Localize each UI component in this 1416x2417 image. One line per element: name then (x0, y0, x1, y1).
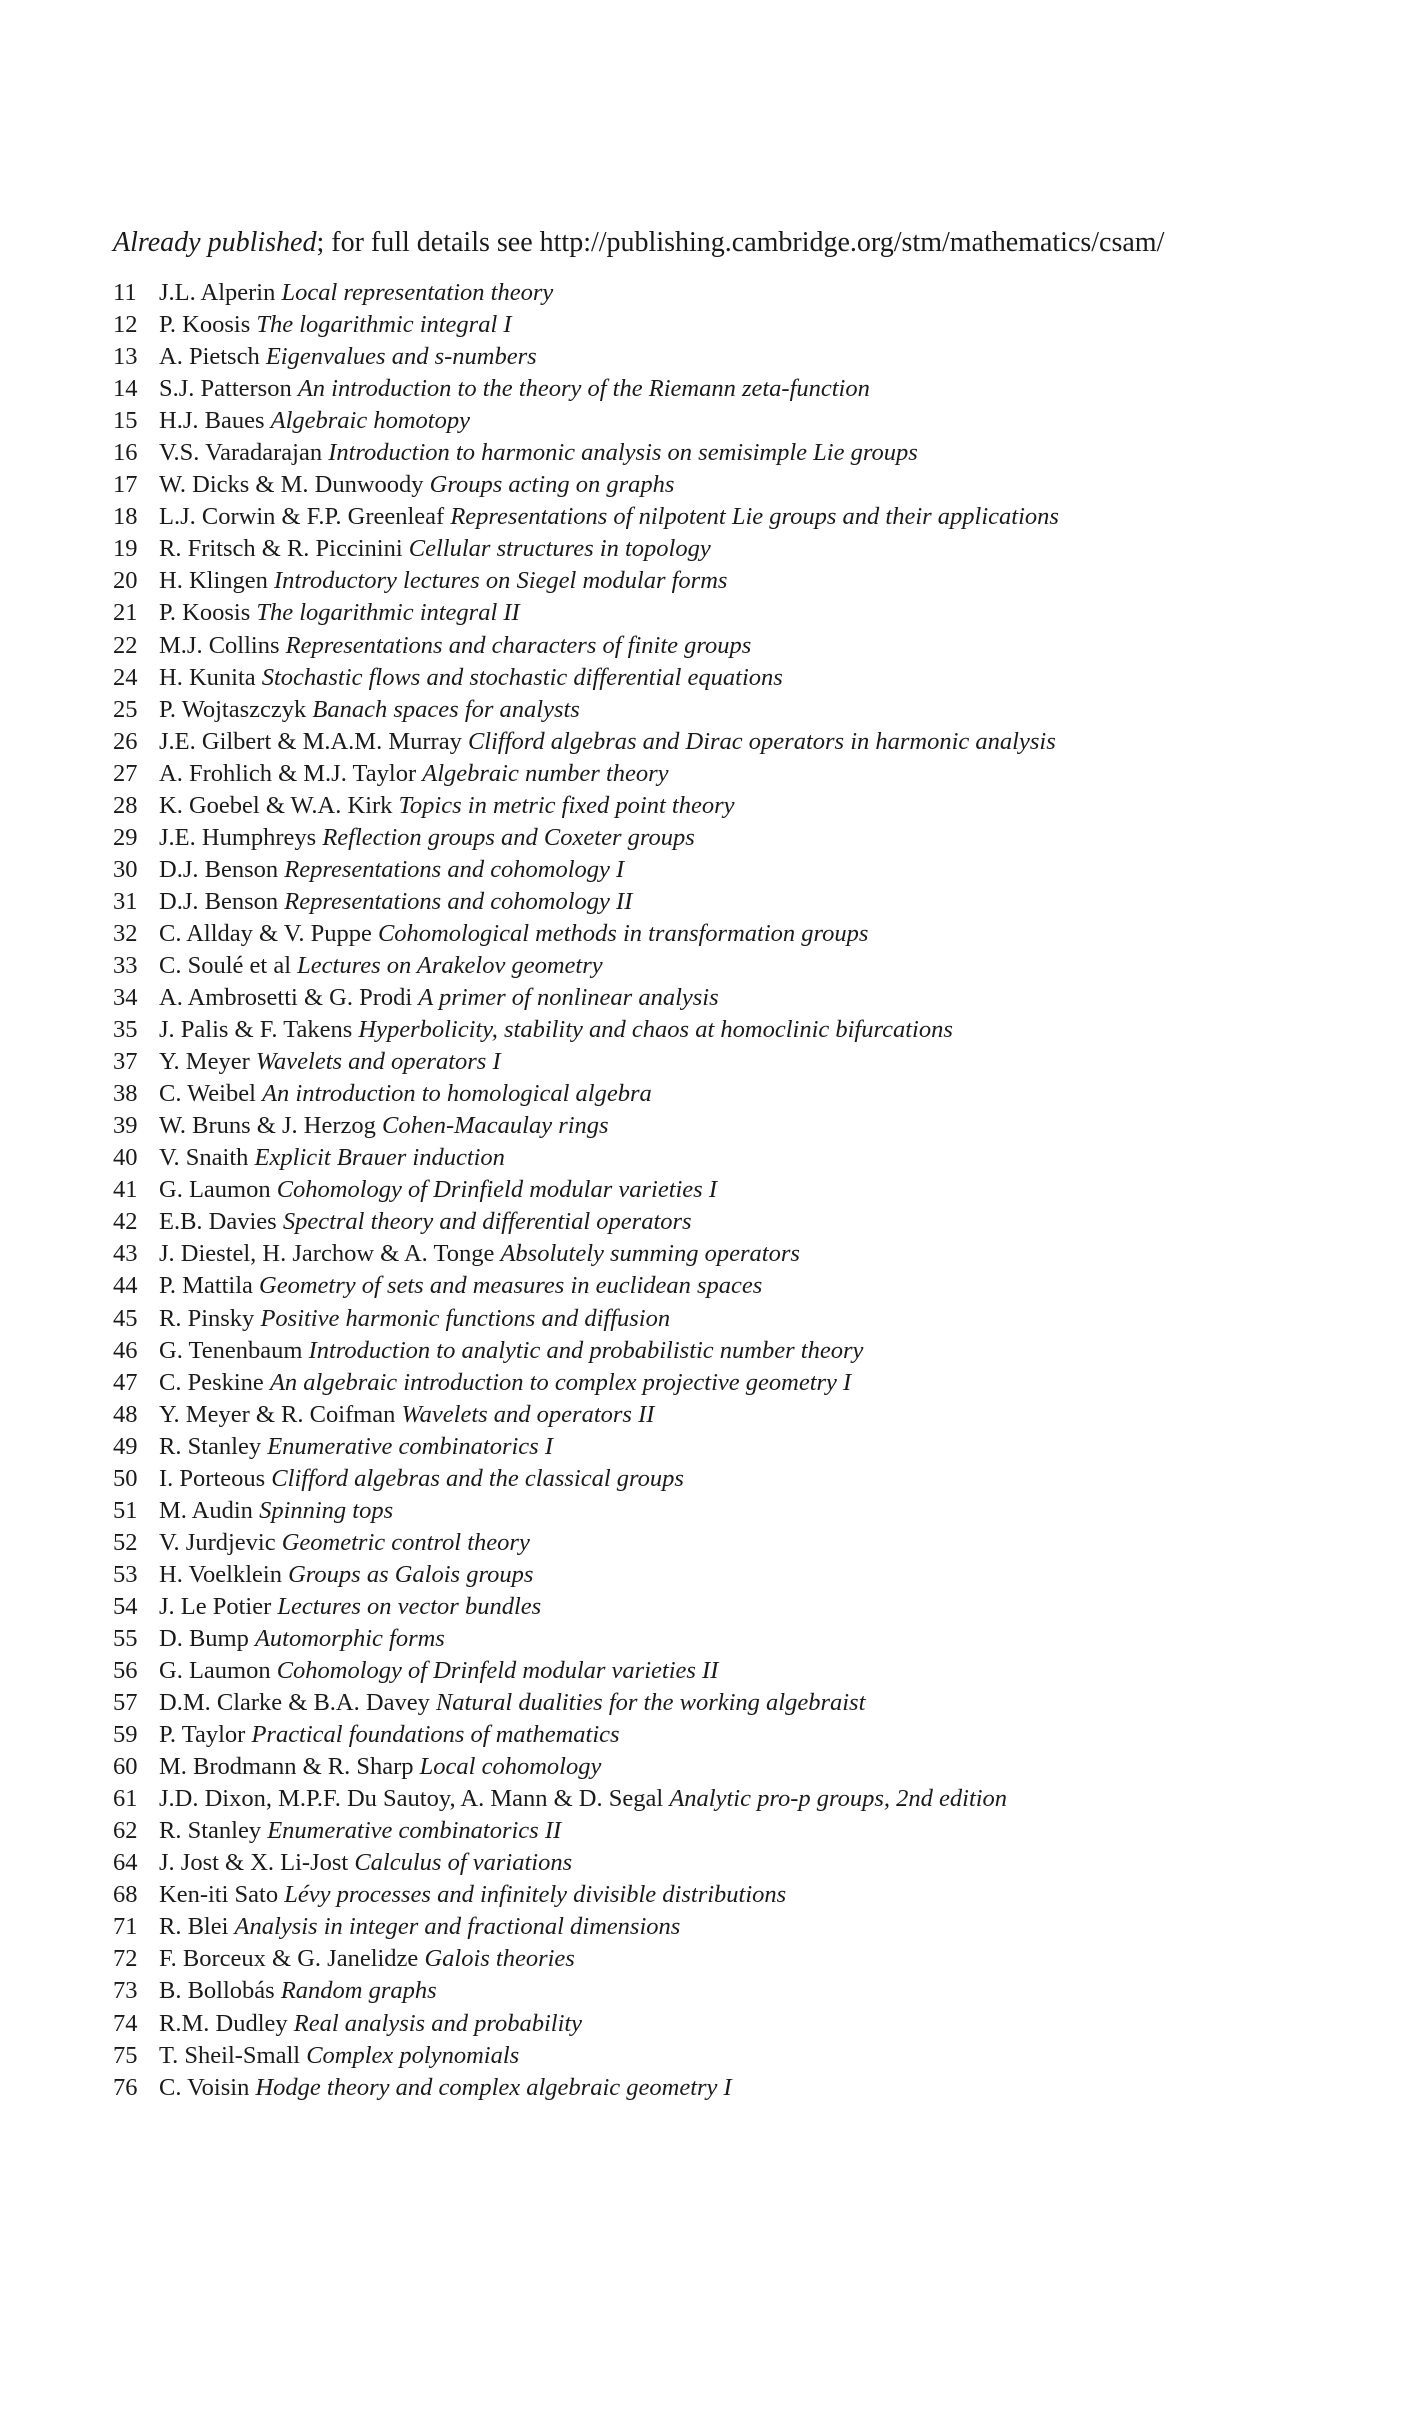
series-entry (113, 565, 1059, 597)
entry-title: Real analysis and probability (293, 2009, 583, 2037)
entry-title: Lectures on vector bundles (277, 1592, 542, 1620)
series-entry (113, 1303, 1059, 1335)
series-entry (113, 822, 1059, 854)
entry-authors: C. Voisin (159, 2073, 250, 2101)
entry-title: Spectral theory and differential operators (282, 1208, 692, 1236)
entry-authors: R. Pinsky (159, 1304, 255, 1332)
series-entry (113, 790, 1059, 822)
entry-number: 15 (113, 407, 138, 435)
entry-authors: C. Allday & V. Puppe (159, 919, 372, 947)
entry-title: Absolutely summing operators (500, 1240, 800, 1268)
entry-title: Algebraic number theory (422, 759, 669, 787)
entry-authors: C. Peskine (159, 1368, 264, 1396)
series-entry (113, 1046, 1059, 1078)
entry-authors: G. Laumon (159, 1176, 271, 1204)
entry-authors: M. Brodmann & R. Sharp (159, 1753, 414, 1781)
series-entry (113, 1975, 1059, 2007)
series-entry (113, 854, 1059, 886)
entry-title: A primer of nonlinear analysis (418, 984, 719, 1012)
entry-number: 17 (113, 471, 138, 499)
entry-authors: J. Le Potier (159, 1592, 272, 1620)
entry-number: 64 (113, 1849, 138, 1877)
entry-authors: D.J. Benson (159, 855, 279, 883)
entry-number: 37 (113, 1048, 138, 1076)
entry-number: 41 (113, 1176, 138, 1204)
entry-title: Local cohomology (419, 1753, 602, 1781)
series-entry (113, 662, 1059, 694)
entry-authors: Y. Meyer & R. Coifman (159, 1400, 396, 1428)
entry-authors: I. Porteous (159, 1464, 266, 1492)
entry-number: 21 (113, 599, 138, 627)
entry-number: 33 (113, 951, 138, 979)
entry-authors: L.J. Corwin & F.P. Greenleaf (159, 503, 445, 531)
series-entry (113, 341, 1059, 373)
entry-title: Reflection groups and Coxeter groups (322, 823, 695, 851)
entry-title: Spinning tops (259, 1496, 394, 1524)
entry-number: 59 (113, 1721, 138, 1749)
series-entry (113, 1719, 1059, 1751)
entry-title: Hyperbolicity, stability and chaos at homoclinic bifurcations (358, 1016, 953, 1044)
entry-number: 73 (113, 1977, 138, 2005)
entry-authors: W. Dicks & M. Dunwoody (159, 471, 424, 499)
entry-authors: S.J. Patterson (159, 375, 292, 403)
entry-number: 68 (113, 1881, 138, 1909)
series-entry (113, 469, 1059, 501)
entry-title: The logarithmic integral II (256, 599, 520, 627)
header-line (113, 226, 1164, 260)
entry-title: Cohomology of Drinfield modular varieties I (276, 1176, 718, 1204)
entry-title: Representations and cohomology II (284, 887, 633, 915)
entry-title: Representations and characters of finite groups (285, 631, 752, 659)
entry-authors: J.L. Alperin (159, 279, 276, 306)
entry-authors: Ken-iti Sato (159, 1881, 279, 1909)
entry-title: Explicit Brauer induction (254, 1144, 505, 1172)
entry-title: Stochastic flows and stochastic differential equations (261, 663, 783, 691)
entry-authors: H. Klingen (159, 567, 268, 595)
series-entry (113, 2072, 1059, 2104)
entry-number: 49 (113, 1432, 138, 1460)
series-entry (113, 1943, 1059, 1975)
series-entry (113, 373, 1059, 405)
entry-title: Local representation theory (281, 279, 554, 306)
series-entry (113, 694, 1059, 726)
entry-number: 27 (113, 759, 138, 787)
series-entry (113, 1655, 1059, 1687)
entry-number: 19 (113, 535, 138, 563)
entry-title: Geometric control theory (281, 1528, 530, 1556)
entry-number: 51 (113, 1496, 138, 1524)
entry-number: 57 (113, 1689, 138, 1717)
entry-authors: H. Voelklein (159, 1560, 282, 1588)
series-entry (113, 309, 1059, 341)
entry-number: 38 (113, 1080, 138, 1108)
entry-authors: H. Kunita (159, 663, 256, 691)
entry-title: Banach spaces for analysts (312, 695, 580, 723)
entry-number: 55 (113, 1624, 138, 1652)
series-entry (113, 1014, 1059, 1046)
series-entry (113, 1142, 1059, 1174)
series-entry (113, 918, 1059, 950)
entry-authors: A. Pietsch (159, 343, 260, 371)
entry-title: Clifford algebras and Dirac operators in harmonic analysis (467, 727, 1056, 755)
entry-authors: R. Stanley (159, 1817, 262, 1845)
entry-authors: J.D. Dixon, M.P.F. Du Sautoy, A. Mann & D. Segal (159, 1785, 664, 1813)
entry-authors: E.B. Davies (159, 1208, 277, 1236)
entry-number: 32 (113, 919, 138, 947)
entry-title: The logarithmic integral I (256, 311, 512, 339)
entry-number: 47 (113, 1368, 138, 1396)
series-entry (113, 1783, 1059, 1815)
entry-title: Lectures on Arakelov geometry (297, 951, 603, 979)
series-entry (113, 501, 1059, 533)
entry-title: Lévy processes and infinitely divisible distributions (284, 1881, 787, 1909)
entry-title: Clifford algebras and the classical groups (271, 1464, 684, 1492)
series-entry (113, 630, 1059, 662)
series-entry (113, 886, 1059, 918)
series-entry (113, 1270, 1059, 1302)
entry-title: Representations and cohomology I (284, 855, 625, 883)
series-entry (113, 277, 1059, 309)
series-entry (113, 1495, 1059, 1527)
entry-authors: T. Sheil-Small (159, 2041, 301, 2069)
entry-number: 45 (113, 1304, 138, 1332)
series-entry (113, 2040, 1059, 2072)
entry-authors: Y. Meyer (159, 1048, 250, 1076)
entry-title: Complex polynomials (306, 2041, 520, 2069)
entry-title: Topics in metric fixed point theory (398, 791, 735, 819)
entry-authors: P. Wojtaszczyk (159, 695, 307, 723)
series-entry (113, 950, 1059, 982)
entry-authors: J. Jost & X. Li-Jost (159, 1849, 349, 1877)
entry-title: Natural dualities for the working algebraist (435, 1689, 866, 1717)
entry-number: 56 (113, 1657, 138, 1685)
entry-authors: R.M. Dudley (159, 2009, 288, 2037)
entry-number: 44 (113, 1272, 138, 1300)
entry-title: Groups acting on graphs (429, 471, 675, 499)
entry-authors: J.E. Gilbert & M.A.M. Murray (159, 727, 462, 755)
entry-title: Wavelets and operators I (255, 1048, 501, 1076)
entry-title: An algebraic introduction to complex projective geometry I (269, 1368, 852, 1396)
entry-title: Eigenvalues and s-numbers (265, 343, 537, 371)
entry-title: Cellular structures in topology (408, 535, 711, 563)
entry-number: 46 (113, 1336, 138, 1364)
series-entry (113, 1815, 1059, 1847)
entry-authors: J. Diestel, H. Jarchow & A. Tonge (159, 1240, 495, 1268)
entry-title: Cohomological methods in transformation groups (377, 919, 869, 947)
entry-title: Groups as Galois groups (288, 1560, 534, 1588)
series-entry (113, 1559, 1059, 1591)
entry-authors: V. Jurdjevic (159, 1528, 276, 1556)
entry-number: 34 (113, 984, 138, 1012)
entry-title: Galois theories (424, 1945, 575, 1973)
entry-number: 53 (113, 1560, 138, 1588)
series-entry (113, 1847, 1059, 1879)
series-entry (113, 1238, 1059, 1270)
series-entry (113, 1174, 1059, 1206)
entry-title: Introductory lectures on Siegel modular forms (274, 567, 728, 595)
entry-authors: P. Taylor (159, 1721, 246, 1749)
entry-title: Calculus of variations (354, 1849, 573, 1877)
entry-authors: V.S. Varadarajan (159, 439, 323, 467)
entry-number: 50 (113, 1464, 138, 1492)
entry-authors: J. Palis & F. Takens (159, 1016, 353, 1044)
series-entry (113, 2008, 1059, 2040)
entry-authors: C. Soulé et al (159, 951, 292, 979)
entry-authors: V. Snaith (159, 1144, 249, 1172)
entry-authors: R. Stanley (159, 1432, 262, 1460)
series-entry (113, 1911, 1059, 1943)
entry-number: 16 (113, 439, 138, 467)
entry-authors: R. Fritsch & R. Piccinini (159, 535, 403, 563)
series-entry (113, 1751, 1059, 1783)
entry-title: Enumerative combinatorics I (267, 1432, 553, 1460)
entry-authors: P. Mattila (159, 1272, 253, 1300)
entry-number: 61 (113, 1785, 138, 1813)
entry-authors: B. Bollobás (159, 1977, 275, 2005)
entry-title: Geometry of sets and measures in euclidean spaces (259, 1272, 763, 1300)
series-entry (113, 1335, 1059, 1367)
entry-number: 35 (113, 1016, 138, 1044)
entry-title: Positive harmonic functions and diffusion (260, 1304, 671, 1332)
entry-title: Introduction to harmonic analysis on semisimple Lie groups (328, 439, 918, 467)
entry-authors: D.M. Clarke & B.A. Davey (159, 1689, 430, 1717)
entry-title: Algebraic homotopy (270, 407, 470, 435)
entry-authors: R. Blei (159, 1913, 229, 1941)
series-entry (113, 758, 1059, 790)
entry-title: Introduction to analytic and probabilistic number theory (308, 1336, 864, 1364)
entry-number: 30 (113, 855, 138, 883)
series-entry (113, 533, 1059, 565)
entry-number: 11 (113, 279, 137, 306)
entry-number: 75 (113, 2041, 138, 2069)
entry-authors: J.E. Humphreys (159, 823, 317, 851)
entry-number: 39 (113, 1112, 138, 1140)
series-entry (113, 405, 1059, 437)
series-entry (113, 437, 1059, 469)
entry-title: An introduction to homological algebra (262, 1080, 652, 1108)
entry-title: Representations of nilpotent Lie groups and their applications (450, 503, 1059, 531)
entry-number: 25 (113, 695, 138, 723)
entry-title: Automorphic forms (254, 1624, 445, 1652)
entry-number: 28 (113, 791, 138, 819)
entry-number: 74 (113, 2009, 138, 2037)
series-entry (113, 726, 1059, 758)
entry-number: 48 (113, 1400, 138, 1428)
series-entry (113, 1110, 1059, 1142)
entry-title: Analytic pro-p groups, 2nd edition (669, 1785, 1008, 1813)
entry-authors: A. Ambrosetti & G. Prodi (159, 984, 413, 1012)
series-entry (113, 1463, 1059, 1495)
entry-authors: K. Goebel & W.A. Kirk (159, 791, 393, 819)
series-entry (113, 982, 1059, 1014)
entry-number: 60 (113, 1753, 138, 1781)
series-entry (113, 1367, 1059, 1399)
entry-number: 72 (113, 1945, 138, 1973)
series-entry (113, 1206, 1059, 1238)
entry-title: Practical foundations of mathematics (251, 1721, 620, 1749)
entry-number: 52 (113, 1528, 138, 1556)
entry-authors: W. Bruns & J. Herzog (159, 1112, 376, 1140)
entry-title: Analysis in integer and fractional dimensions (234, 1913, 681, 1941)
entry-number: 14 (113, 375, 138, 403)
series-entry (113, 1623, 1059, 1655)
entry-number: 22 (113, 631, 138, 659)
entry-number: 42 (113, 1208, 138, 1236)
entry-title: Wavelets and operators II (401, 1400, 655, 1428)
entry-number: 62 (113, 1817, 138, 1845)
entry-title: Random graphs (280, 1977, 437, 2005)
entry-title: Enumerative combinatorics II (267, 1817, 562, 1845)
entry-number: 12 (113, 311, 138, 339)
entry-number: 24 (113, 663, 138, 691)
entry-authors: P. Koosis (159, 599, 251, 627)
entry-number: 20 (113, 567, 138, 595)
header-lead: Already published (113, 227, 317, 258)
entry-number: 40 (113, 1144, 138, 1172)
entry-authors: C. Weibel (159, 1080, 256, 1108)
series-entry (113, 597, 1059, 629)
series-entry (113, 1879, 1059, 1911)
series-entry (113, 1078, 1059, 1110)
series-list (113, 277, 1059, 2104)
entry-authors: D.J. Benson (159, 887, 279, 915)
entry-authors: G. Tenenbaum (159, 1336, 303, 1364)
entry-authors: M. Audin (159, 1496, 253, 1524)
entry-number: 13 (113, 343, 138, 371)
entry-title: Hodge theory and complex algebraic geometry I (255, 2073, 732, 2101)
entry-authors: G. Laumon (159, 1657, 271, 1685)
entry-number: 18 (113, 503, 138, 531)
series-entry (113, 1399, 1059, 1431)
entry-authors: P. Koosis (159, 311, 251, 339)
entry-number: 43 (113, 1240, 138, 1268)
series-entry (113, 1687, 1059, 1719)
series-entry (113, 1431, 1059, 1463)
series-entry (113, 1527, 1059, 1559)
entry-authors: H.J. Baues (159, 407, 265, 435)
entry-number: 54 (113, 1592, 138, 1620)
entry-title: Cohen-Macaulay rings (381, 1112, 609, 1140)
header-url-text: ; for full details see http://publishing.cambridge.org/stm/mathematics/csam/ (316, 227, 1165, 258)
entry-number: 26 (113, 727, 138, 755)
entry-authors: M.J. Collins (159, 631, 280, 659)
entry-number: 71 (113, 1913, 138, 1941)
series-entry (113, 1591, 1059, 1623)
entry-title: Cohomology of Drinfeld modular varieties II (276, 1657, 719, 1685)
entry-number: 76 (113, 2073, 138, 2101)
entry-number: 31 (113, 887, 138, 915)
entry-authors: D. Bump (159, 1624, 249, 1652)
entry-authors: A. Frohlich & M.J. Taylor (159, 759, 417, 787)
entry-title: An introduction to the theory of the Riemann zeta-function (297, 375, 870, 403)
entry-number: 29 (113, 823, 138, 851)
entry-authors: F. Borceux & G. Janelidze (159, 1945, 419, 1973)
